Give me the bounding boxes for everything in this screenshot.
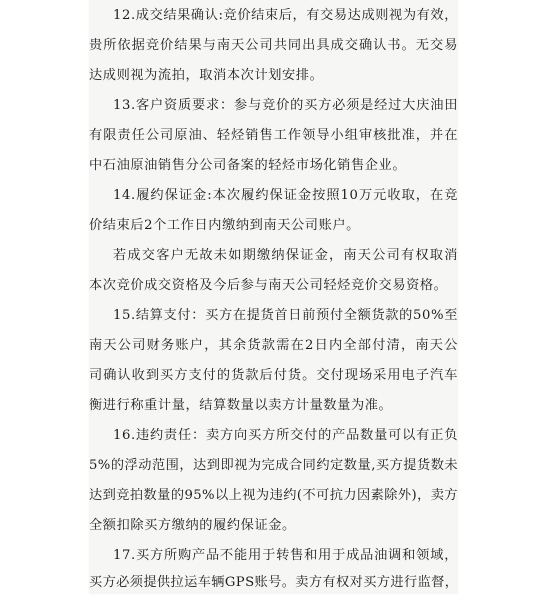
text-line: 达成则视为流拍，取消本次计划安排。 [89, 68, 324, 83]
text-line: 价结束后2个工作日内缴纳到南天公司账户。 [89, 218, 360, 233]
text-line: 中石油原油销售分公司备案的轻烃市场化销售企业。 [89, 158, 407, 173]
text-line: 南天公司财务账户，其余货款需在2日内全部付清，南天公 [89, 338, 458, 353]
text-line: 全额扣除买方缴纳的履约保证金。 [89, 518, 296, 533]
text-line: 5%的浮动范围，达到即视为完成合同约定数量,买方提货数未 [89, 458, 458, 473]
document-page [89, 0, 458, 594]
text-line: 16.违约责任：卖方向买方所交付的产品数量可以有正负 [113, 428, 458, 443]
text-line: 15.结算支付：买方在提货首日前预付全额货款的50%至 [113, 308, 458, 323]
text-line: 衡进行称重计量，结算数量以卖方计量数量为准。 [89, 398, 393, 413]
text-line: 14.履约保证金:本次履约保证金按照10万元收取，在竞 [113, 188, 458, 203]
text-line: 12.成交结果确认:竞价结束后，有交易达成则视为有效， [113, 8, 458, 23]
text-line: 达到竞拍数量的95%以上视为违约(不可抗力因素除外)，卖方 [89, 488, 458, 503]
text-line: 贵所依据竞价结果与南天公司共同出具成交确认书。无交易 [89, 38, 458, 53]
text-line: 17.买方所购产品不能用于转售和用于成品油调和领域， [113, 548, 458, 563]
text-line: 若成交客户无故未如期缴纳保证金，南天公司有权取消 [113, 248, 458, 263]
text-line: 13.客户资质要求：参与竞价的买方必须是经过大庆油田 [113, 98, 458, 113]
text-line: 买方必须提供拉运车辆GPS账号。卖方有权对买方进行监督， [89, 575, 459, 590]
text-line: 有限责任公司原油、轻烃销售工作领导小组审核批准，并在 [89, 128, 458, 143]
text-line: 司确认收到买方支付的货款后付货。交付现场采用电子汽车 [89, 368, 458, 383]
text-line: 本次竞价成交资格及今后参与南天公司轻烃竞价交易资格。 [89, 278, 448, 293]
